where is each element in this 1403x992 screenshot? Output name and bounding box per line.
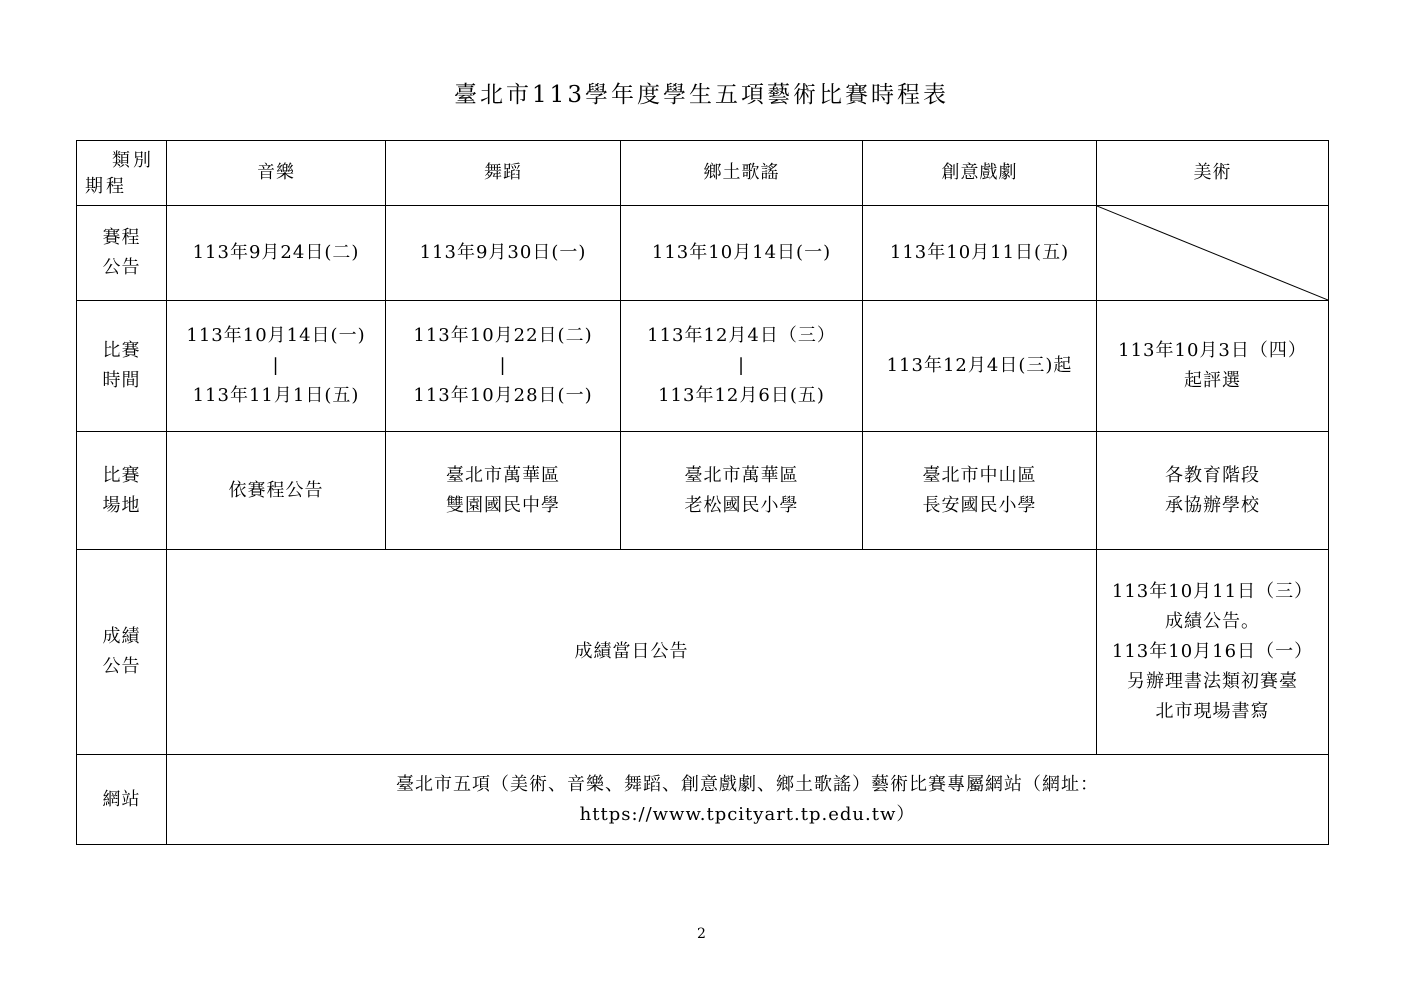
results-art: 113年10月11日（三） 成績公告。 113年10月16日（一） 另辦理書法類初賽臺 北市現場書寫 [1097, 550, 1329, 755]
category-drama: 創意戲劇 [863, 141, 1097, 206]
category-dance: 舞蹈 [386, 141, 621, 206]
time-art: 113年10月3日（四） 起評選 [1097, 301, 1329, 432]
time-music: 113年10月14日(一) | 113年11月1日(五) [167, 301, 386, 432]
announce-drama: 113年10月11日(五) [863, 206, 1097, 301]
venue-folk-song: 臺北市萬華區 老松國民小學 [621, 432, 863, 550]
time-drama: 113年12月4日(三)起 [863, 301, 1097, 432]
diagonal-line [1097, 206, 1328, 300]
venue-row-label: 比賽 場地 [77, 432, 167, 550]
announce-row [77, 206, 1329, 301]
venue-row [77, 432, 1329, 550]
announce-row-label: 賽程 公告 [77, 206, 167, 301]
results-row-label: 成績 公告 [77, 550, 167, 755]
corner-header-cell [77, 141, 167, 206]
category-music: 音樂 [167, 141, 386, 206]
venue-drama: 臺北市中山區 長安國民小學 [863, 432, 1097, 550]
announce-dance: 113年9月30日(一) [386, 206, 621, 301]
website-description: 臺北市五項（美術、音樂、舞蹈、創意戲劇、鄉土歌謠）藝術比賽專屬網站（網址： [396, 773, 1099, 795]
website-row-label: 網站 [77, 755, 167, 845]
announce-art-empty [1097, 206, 1329, 301]
announce-music: 113年9月24日(二) [167, 206, 386, 301]
corner-category-label: 類別 [112, 150, 154, 171]
website-row [77, 755, 1329, 845]
venue-dance: 臺北市萬華區 雙園國民中學 [386, 432, 621, 550]
time-dance: 113年10月22日(二) | 113年10月28日(一) [386, 301, 621, 432]
category-folk-song: 鄉土歌謠 [621, 141, 863, 206]
results-merged: 成績當日公告 [167, 550, 1097, 755]
results-row [77, 550, 1329, 755]
page-title: 臺北市113學年度學生五項藝術比賽時程表 [454, 82, 949, 108]
time-folk-song: 113年12月4日（三） | 113年12月6日(五) [621, 301, 863, 432]
website-url[interactable]: https://www.tpcityart.tp.edu.tw） [579, 803, 916, 825]
announce-folk-song: 113年10月14日(一) [621, 206, 863, 301]
website-info [167, 755, 1329, 845]
venue-art: 各教育階段 承協辦學校 [1097, 432, 1329, 550]
corner-period-label: 期程 [85, 176, 127, 197]
category-art: 美術 [1097, 141, 1329, 206]
schedule-table [76, 140, 1329, 845]
time-row-label: 比賽 時間 [77, 301, 167, 432]
header-row [77, 141, 1329, 206]
time-row [77, 301, 1329, 432]
page-number: 2 [697, 926, 706, 942]
venue-music: 依賽程公告 [167, 432, 386, 550]
